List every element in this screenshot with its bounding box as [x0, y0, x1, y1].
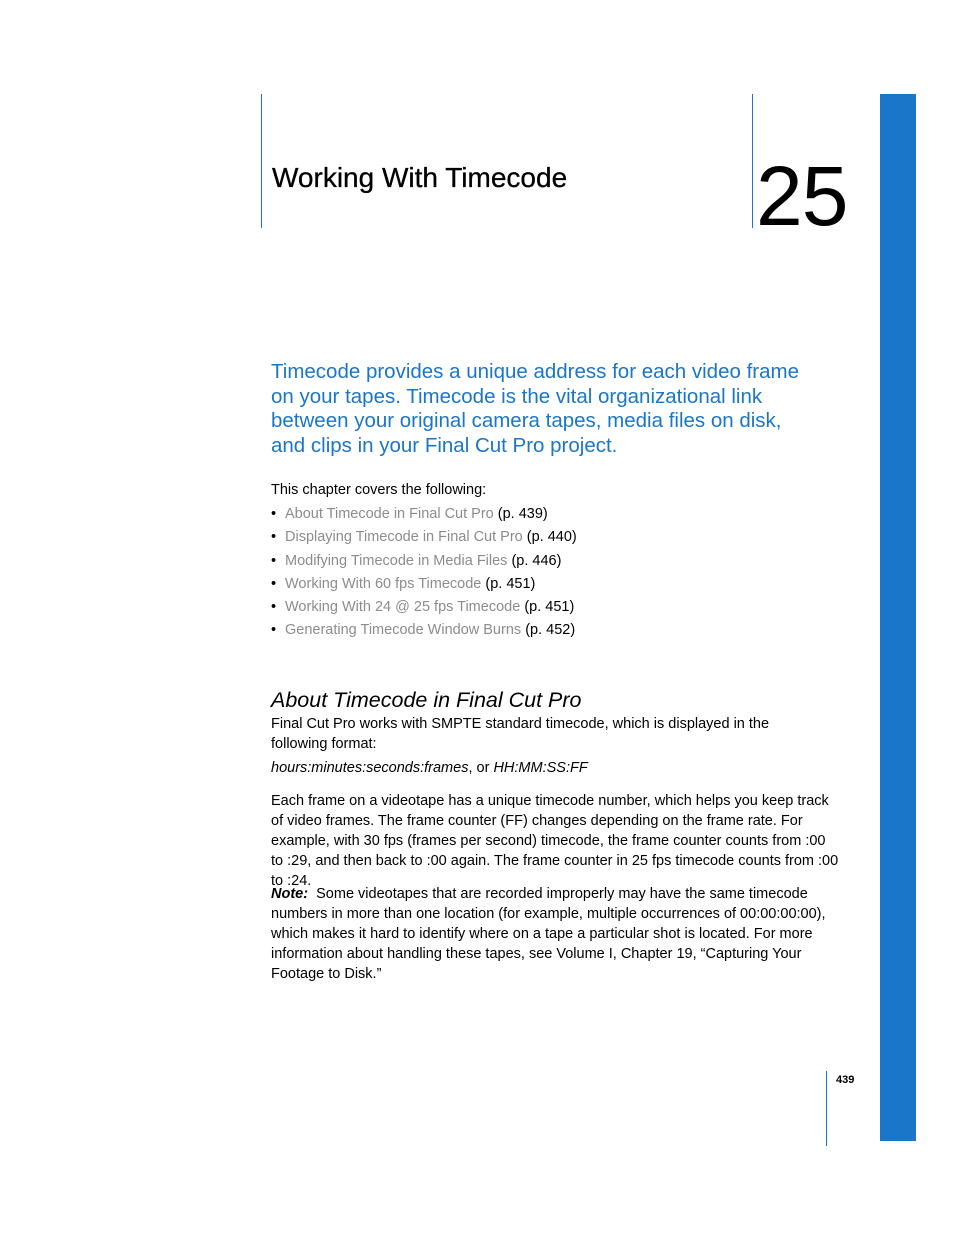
toc-bullet: • [271, 529, 277, 546]
note-text: Some videotapes that are recorded improperly may have the same timecode numbers in more than one location (for example, multiple occurrences of 00:00:00:00), which makes it hard to identify where on a tape a particular shot is located. For more information about handling these tapes, see Volume I, Chapter 19, “Capturing Your Footage to Disk.” [271, 886, 826, 982]
toc-item [271, 527, 577, 550]
chapter-toc [271, 504, 577, 644]
toc-bullet: • [271, 622, 277, 639]
chapter-number: 25 [756, 149, 848, 243]
toc-item [271, 597, 577, 620]
timecode-format-line [271, 758, 588, 778]
toc-link-displaying-timecode[interactable]: Displaying Timecode in Final Cut Pro [285, 529, 523, 546]
format-separator: , or [468, 760, 494, 776]
toc-item [271, 574, 577, 597]
chapter-title: Working With Timecode [272, 162, 568, 193]
format-long: hours:minutes:seconds:frames [271, 760, 469, 776]
toc-bullet: • [271, 552, 277, 569]
toc-page-ref: (p. 446) [511, 552, 562, 569]
toc-bullet: • [271, 506, 277, 522]
toc-page-ref: (p. 451) [524, 599, 575, 616]
section-heading: About Timecode in Final Cut Pro [271, 688, 582, 712]
toc-link-about-timecode[interactable]: About Timecode in Final Cut Pro [285, 506, 494, 522]
note-label: Note: [271, 886, 309, 902]
toc-bullet: • [271, 575, 277, 592]
chapter-side-tab [880, 94, 916, 1141]
toc-page-ref: (p. 451) [485, 575, 536, 592]
toc-bullet: • [271, 599, 277, 616]
toc-page-ref: (p. 440) [526, 529, 577, 546]
toc-item [271, 620, 577, 643]
chapter-intro: Timecode provides a unique address for each video frame on your tapes. Timecode is the vital organizational link between your original camera tapes, media files on disk, and clips in your Final Cut Pro project. [271, 360, 799, 457]
toc-link-24-at-25fps-timecode[interactable]: Working With 24 @ 25 fps Timecode [285, 599, 521, 616]
toc-link-window-burns[interactable]: Generating Timecode Window Burns [285, 622, 522, 639]
page-number: 439 [836, 1074, 855, 1086]
section-paragraph: Final Cut Pro works with SMPTE standard timecode, which is displayed in the following format: [271, 716, 770, 752]
covers-label: This chapter covers the following: [271, 482, 487, 498]
toc-page-ref: (p. 439) [497, 506, 548, 522]
chapter-rule-number [752, 94, 753, 228]
frame-counter-paragraph: Each frame on a videotape has a unique timecode number, which helps you keep track of video frames. The frame counter (FF) changes depending on the frame rate. For example, with 30 fps (frames per second) timecode, the frame counter counts from :00 to :29, and then back to :00 again. The frame counter in 25 fps timecode counts from :00 to :24. [271, 793, 839, 889]
toc-item [271, 504, 577, 527]
note-paragraph [271, 884, 841, 984]
footer-rule [826, 1071, 827, 1146]
format-short: HH:MM:SS:FF [493, 760, 588, 776]
toc-page-ref: (p. 452) [525, 622, 576, 639]
toc-item [271, 551, 577, 574]
toc-link-modifying-timecode[interactable]: Modifying Timecode in Media Files [285, 552, 508, 569]
chapter-rule-left [261, 94, 262, 228]
toc-link-60fps-timecode[interactable]: Working With 60 fps Timecode [285, 575, 482, 592]
